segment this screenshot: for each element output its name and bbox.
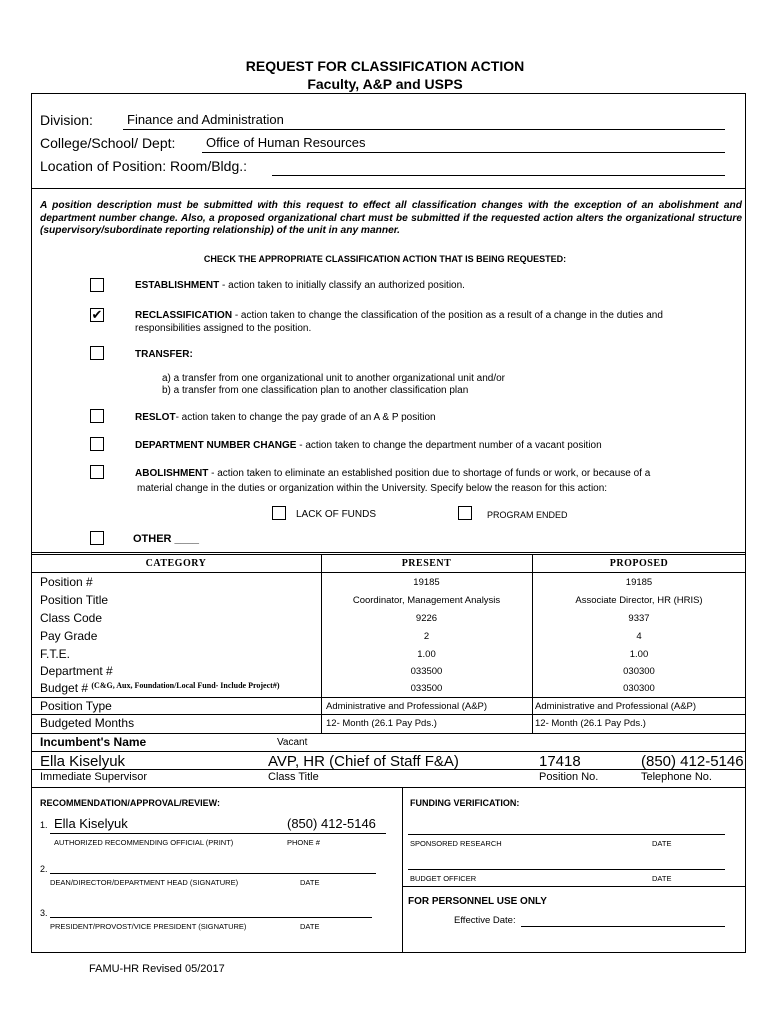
program-ended-checkbox[interactable]: [458, 506, 472, 520]
supervisor-class-title[interactable]: AVP, HR (Chief of Staff F&A): [268, 753, 459, 770]
present-position-type[interactable]: Administrative and Professional (A&P): [326, 701, 488, 712]
proposed-budget[interactable]: 030300: [623, 683, 655, 694]
present-position[interactable]: 19185: [413, 577, 440, 588]
proposed-header: PROPOSED: [609, 558, 669, 569]
budget-officer-label: BUDGET OFFICER: [410, 874, 477, 883]
supervisor-name[interactable]: Ella Kiselyuk: [40, 753, 126, 770]
transfer-b: b) a transfer from one classification plan to another classification plan: [162, 385, 469, 396]
row-label-class-code: Class Code: [40, 611, 103, 625]
present-pay-grade[interactable]: 2: [423, 631, 430, 642]
official-label: AUTHORIZED RECOMMENDING OFFICIAL (PRINT): [54, 838, 234, 847]
reclassification-desc2: responsibilities assigned to the position.: [135, 323, 312, 334]
incumbent-label: Incumbent's Name: [40, 735, 147, 749]
abolishment-desc2: material change in the duties or organization within the University. Specify below the reason for this action:: [137, 483, 608, 494]
reclassification-checkbox[interactable]: ✔: [91, 307, 103, 322]
division-value[interactable]: Finance and Administration: [127, 112, 284, 127]
official-phone[interactable]: (850) 412-5146: [287, 816, 376, 831]
supervisor-class-label: Class Title: [268, 771, 319, 783]
sponsored-label: SPONSORED RESEARCH: [410, 839, 502, 848]
proposed-department[interactable]: 030300: [623, 666, 655, 677]
row-label-position: Position #: [40, 575, 93, 589]
president-label: PRESIDENT/PROVOST/VICE PRESIDENT (SIGNATURE): [50, 922, 247, 931]
president-date-label: DATE: [300, 922, 320, 931]
supervisor-position-label: Position No.: [539, 771, 599, 783]
row-label-department: Department #: [40, 664, 113, 678]
supervisor-position-no[interactable]: 17418: [539, 753, 581, 770]
transfer-a: a) a transfer from one organizational unit to another organizational unit and/or: [162, 373, 505, 384]
recommendation-heading: RECOMMENDATION/APPROVAL/REVIEW:: [40, 798, 221, 808]
present-title[interactable]: Coordinator, Management Analysis: [352, 595, 501, 606]
present-fte[interactable]: 1.00: [417, 649, 436, 660]
category-header: CATEGORY: [145, 558, 207, 569]
proposed-title[interactable]: Associate Director, HR (HRIS): [575, 595, 703, 606]
other-label: OTHER ____: [133, 533, 200, 545]
president-signature-line[interactable]: [50, 917, 372, 918]
proposed-fte[interactable]: 1.00: [629, 649, 649, 660]
other-checkbox[interactable]: [90, 531, 104, 545]
dean-signature-line[interactable]: [50, 873, 376, 874]
lack-of-funds-label: LACK OF FUNDS: [296, 509, 377, 520]
location-label: Location of Position: Room/Bldg.:: [40, 158, 248, 174]
instructions: A position description must be submitted with this request to effect all classification changes with the exception of an abolishment and department number change. Also, a proposed organizational chart must be submitted if the requested action alters the organizational structure (supervisory/subordinate reporting relationship) of the unit in any manner.: [40, 200, 742, 236]
transfer-option: TRANSFER:: [135, 349, 193, 360]
establishment-option: ESTABLISHMENT - action taken to initially classify an authorized position.: [135, 280, 465, 291]
division-label: Division:: [40, 112, 93, 128]
form-title: REQUEST FOR CLASSIFICATION ACTION: [245, 58, 525, 74]
effective-date-label: Effective Date:: [454, 915, 516, 926]
row-label-pay-grade: Pay Grade: [40, 629, 98, 643]
abolishment-option: ABOLISHMENT - action taken to eliminate an established position due to shortage of funds or work, or because of a: [135, 468, 651, 479]
official-name[interactable]: Ella Kiselyuk: [54, 816, 128, 831]
rec-number-2: 2.: [40, 864, 48, 874]
personnel-heading: FOR PERSONNEL USE ONLY: [408, 896, 547, 907]
reslot-option: RESLOT- action taken to change the pay grade of an A & P position: [135, 412, 436, 423]
row-label-budget: Budget # $^{(C\&G, Aux, Foundation/Local Fund- Include Project\#)}$: [40, 681, 280, 695]
transfer-checkbox[interactable]: [90, 346, 104, 360]
dept-value[interactable]: Office of Human Resources: [206, 135, 366, 150]
phone-label: PHONE #: [287, 838, 320, 847]
form-subtitle: Faculty, A&P and USPS: [307, 76, 463, 92]
dept-label: College/School/ Dept:: [40, 135, 176, 151]
row-label-budgeted-months: Budgeted Months: [40, 716, 135, 730]
footer-revision: FAMU-HR Revised 05/2017: [89, 963, 225, 975]
incumbent-value[interactable]: Vacant: [277, 737, 308, 748]
establishment-checkbox[interactable]: [90, 278, 104, 292]
abolishment-checkbox[interactable]: [90, 465, 104, 479]
dept-change-option: DEPARTMENT NUMBER CHANGE - action taken to change the department number of a vacant position: [135, 440, 602, 451]
proposed-budgeted-months[interactable]: 12- Month (26.1 Pay Pds.): [535, 718, 646, 729]
reclassification-option: RECLASSIFICATION - action taken to change the classification of the position as a result of a change in the duties and: [135, 310, 663, 321]
supervisor-telephone[interactable]: (850) 412-5146: [641, 753, 744, 770]
sponsored-research-line[interactable]: [408, 834, 725, 835]
budget-officer-date-label: DATE: [652, 874, 672, 883]
check-heading: CHECK THE APPROPRIATE CLASSIFICATION ACTION THAT IS BEING REQUESTED:: [203, 254, 567, 264]
reslot-checkbox[interactable]: [90, 409, 104, 423]
supervisor-name-label: Immediate Supervisor: [40, 771, 147, 783]
row-label-fte: F.T.E.: [40, 647, 71, 661]
effective-date-line[interactable]: [521, 926, 725, 927]
dean-label: DEAN/DIRECTOR/DEPARTMENT HEAD (SIGNATURE): [50, 878, 239, 887]
funding-heading: FUNDING VERIFICATION:: [410, 798, 520, 808]
proposed-position-type[interactable]: Administrative and Professional (A&P): [535, 701, 697, 712]
rec-number-1: 1.: [40, 820, 48, 830]
present-department[interactable]: 033500: [410, 666, 443, 677]
sponsored-date-label: DATE: [652, 839, 672, 848]
proposed-class-code[interactable]: 9337: [628, 613, 650, 624]
dean-date-label: DATE: [300, 878, 320, 887]
present-header: PRESENT: [401, 558, 452, 569]
budget-officer-line[interactable]: [408, 869, 725, 870]
present-class-code[interactable]: 9226: [415, 613, 438, 624]
present-budget[interactable]: 033500: [410, 683, 443, 694]
lack-of-funds-checkbox[interactable]: [272, 506, 286, 520]
proposed-position[interactable]: 19185: [625, 577, 653, 588]
rec-number-3: 3.: [40, 908, 48, 918]
program-ended-label: PROGRAM ENDED: [487, 510, 568, 520]
dept-change-checkbox[interactable]: [90, 437, 104, 451]
row-label-position-type: Position Type: [40, 699, 112, 713]
supervisor-telephone-label: Telephone No.: [641, 771, 712, 783]
present-budgeted-months[interactable]: 12- Month (26.1 Pay Pds.): [326, 718, 437, 729]
row-label-title: Position Title: [40, 593, 109, 607]
proposed-pay-grade[interactable]: 4: [636, 631, 642, 642]
